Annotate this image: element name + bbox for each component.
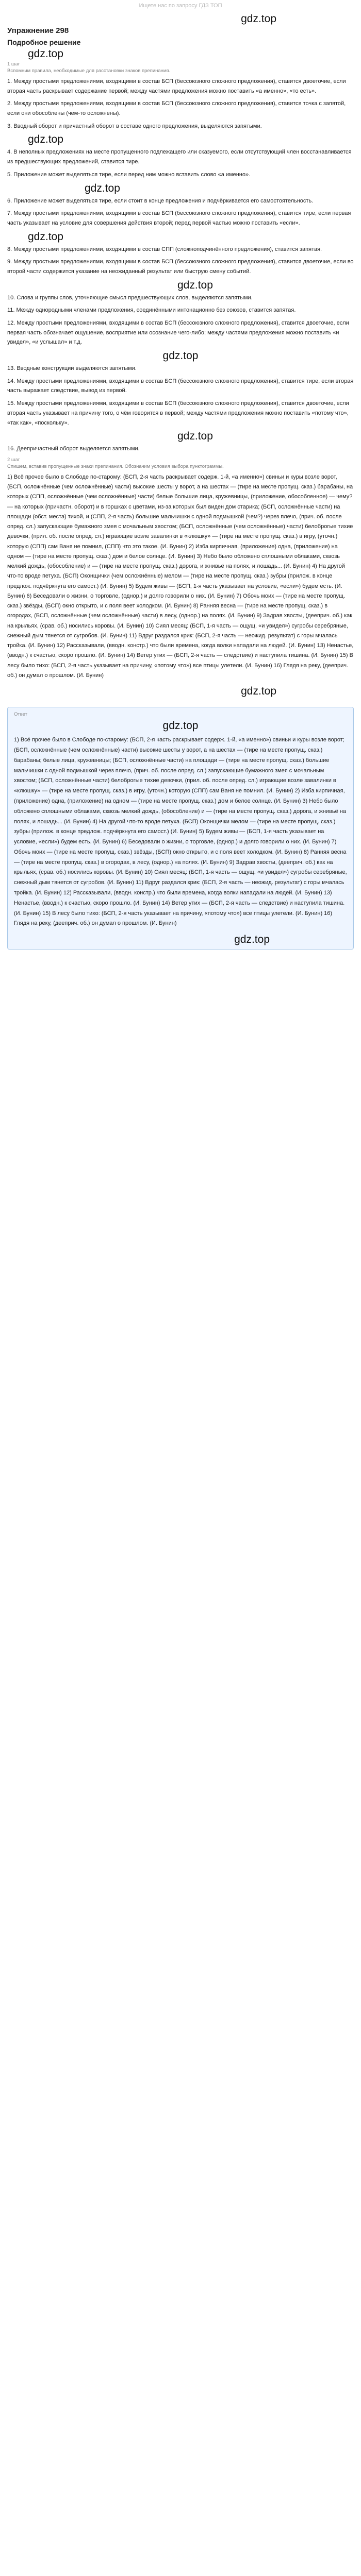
step-1-hint: Вспомним правила, необходимые для расстановки знаков препинания. xyxy=(7,68,171,74)
watermark-7: gdz.top xyxy=(162,350,199,362)
watermark-11: gdz.top xyxy=(234,934,270,946)
exercise-title: Упражнение 298 xyxy=(7,26,69,35)
rule-item: 3. Вводный оборот и причастный оборот в составе одного предложения, выделяются запятыми. xyxy=(7,123,262,129)
step-2-hint: Спишем, вставив пропущенные знаки препинания. Обозначим условия выбора пунктограммы. xyxy=(7,463,224,469)
page-content xyxy=(0,11,361,950)
step-2-text: 1) Всё прочее было в Слободе по-старому: (БСП, 2-я часть раскрывает содерж. 1-й, «а именно») свиньи и куры возле ворот, (БСП, осложнённые (чем осложнённые) части) высокие шесты у ворот, а на шестах — (тире на месте пропущ. сказ.) барабаны, на которых (СПП, осложнённые (чем осложнённые) части) белые большие лица, кружевницы, (приложение, обособленное) — чему? — на которых (причастн. оборот) и в горшках с цветами, из-за которых был виден дом старика; (БСП, осложнённые части) на площади (обст. места) тихой, и (СПП, 2-я часть) большие мальчишки с одной подмышкой (чем?) через плечо, (прич. об. после опред. сл.) запускающие бумажного змея с мочальным хвостом; (БСП, осложнённые (чем осложнённые) части) белоброгые тихие девочки, (прил. об. после опред. сл.) играющие возле завалинки в «клюшку» — (тире на месте пропущ. сказ.) в игру, (уточн.) которую (СПП) сам Ваня не помнил, (СПП) что это такое. (И. Бунин) 2) Изба кирпичная, (приложение) одна, (приложение) на одном — (тире на месте пропущ. сказ.) дом и белое солнце. (И. Бунин) 3) Небо было обложено сплошными облаками, сквозь мелкий дождь, (обособление) и — (тире на месте пропущ. сказ.) дорога, и жнивьё на полях, и лошадь... (И. Бунин) 4) На другой что-то вроде петуха. (БСП) Оконщички (чем осложнённые) мелом — (тире на месте пропущ. сказ.) зубры (прилож. в конце предлож. подчёркнута его самост.) (И. Бунин) 5) Будем живы — (БСП, 1-я часть указывает на условие, «если») будем есть. (И. Бунин) 6) Беседовали о жизни, о торговле, (однор.) и долго говорили о них. (И. Бунин) 7) Обочь моих — (тире на месте пропущ. сказ.) звёзды, (БСП) окно открыто, и с поля веет холодком. (И. Бунин) 8) Ранняя весна — (тире на месте пропущ. сказ.) в огородах, (БСП, осложнённые (чем осложнённые) части) в лесу, (однор.) на полях. (И. Бунин) 9) Задрав хвосты, (дееприч. об.) как на крыльях, (срав. об.) носились коровы. (И. Бунин) 10) Сиял месяц: (БСП, 1-я часть — ощущ. «и увидел») сугробы серебряные, снежный дым тянется от сугробов. (И. Бунин) 11) Вдруг раздался крик: (БСП, 2-я часть — неожид. результат) с горы мчалась тройка. (И. Бунин) 12) Рассказывали, (вводн. констр.) что были времена, когда волки нападали на людей. (И. Бунин) 13) Ненастье, (вводн.) к счастью, скоро прошло. (И. Бунин) 14) Ветер утих — (БСП, 2-я часть — следствие) и наступила тишина. (И. Бунин) 15) В лесу было тихо: (БСП, 2-я часть указывает на причину, «потому что») все птицы улетели. (И. Бунин) 16) Глядя на реку, (дееприч. об.) он думал о прошлом. (И. Бунин) xyxy=(7,473,354,679)
rule-item: 14. Между простыми предложениями, входящими в состав БСП (бессоюзного сложного предложения), ставится тире, если вторая часть выражает следствие, вывод из первой. xyxy=(7,378,354,394)
step-2-label: 2 шаг xyxy=(7,456,20,463)
rule-item: 9. Между простыми предложениями, входящими в состав БСП (бессоюзного сложного предложения), ставится двоеточие, если во второй части содержится указание на неожиданный результат или быструю смену событий. xyxy=(7,259,354,275)
watermark-6: gdz.top xyxy=(177,279,213,291)
answer-box xyxy=(7,707,354,950)
solution-title: Подробное решение xyxy=(7,38,81,46)
watermark-3: gdz.top xyxy=(28,133,63,146)
rule-item: 8. Между простыми предложениями, входящими в состав СПП (сложноподчинённого предложения), ставится запятая. xyxy=(7,246,322,252)
answer-text: 1) Всё прочее было в Слободе по-старому: (БСП, 2-я часть раскрывает содерж. 1-й, «а именно») свиньи и куры возле ворот; (БСП, осложнённые (чем осложнённые) части) высокие шесты у ворот, а на шестах — (тире на месте пропущ. сказ.) барабаны; белые лица, кружевницы; (БСП, осложнённые части) на площади — (тире на месте пропущ. сказ.) большие мальчишки с одной подмышкой через плечо, (прич. об. после опред. сл.) запускающие бумажного змея с мочальным хвостом; (БСП, осложнённые части) белоброгые тихие девочки, (прил. об. после опред. сл.) играющие возле завалинки в «клюшку» — (тире на месте пропущ. сказ.) в игру, (уточн.) которую (СПП) сам Ваня не помнил. (И. Бунин) 2) Изба кирпичная, (приложение) одна, (приложение) на одном — (тире на месте пропущ. сказ.) дом и белое солнце. (И. Бунин) 3) Небо было обложено сплошными облаками, сквозь мелкий дождь, (обособление) и — (тире на месте пропущ. сказ.) дорога, и жнивьё на полях, и лошадь... (И. Бунин) 4) На другой что-то вроде петуха. (БСП) Оконщички мелом — (тире на месте пропущ. сказ.) зубры (прилож. в конце предлож. подчёркнута его самост.) (И. Бунин) 5) Будем живы — (БСП, 1-я часть указывает на условие, «если») будем есть. (И. Бунин) 6) Беседовали о жизни, о торговле, (однор.) и долго говорили о них. (И. Бунин) 7) Обочь моих — (тире на месте пропущ. сказ.) звёзды, (БСП) окно открыто, и с поля веет холодком. (И. Бунин) 8) Ранняя весна — (тире на месте пропущ. сказ.) в огородах, в лесу, (однор.) на полях. (И. Бунин) 9) Задрав хвосты, (дееприч. об.) как на крыльях, (срав. об.) носились коровы. (И. Бунин) 10) Сиял месяц: (БСП, 1-я часть — ощущ. «и увидел») сугробы серебряные, снежный дым тянется от сугробов. (И. Бунин) 11) Вдруг раздался крик: (БСП, 2-я часть — неожид. результат) с горы мчалась тройка. (И. Бунин) 12) Рассказывали, (вводн. констр.) что были времена, когда волки нападали на людей. (И. Бунин) 13) Ненастье, (вводн.) к счастью, скоро прошло. (И. Бунин) 14) Ветер утих — (БСП, 2-я часть — следствие) и наступила тишина. (И. Бунин) 15) В лесу было тихо: (БСП, 2-я часть указывает на причину, «потому что») все птицы улетели. (И. Бунин) 16) Глядя на реку, (дееприч. об.) он думал о прошлом. (И. Бунин) xyxy=(14,737,347,927)
step-1-label: 1 шаг xyxy=(7,61,20,67)
watermark-10: gdz.top xyxy=(162,720,199,732)
watermark-5: gdz.top xyxy=(28,230,63,243)
rule-item: 16. Деепричастный оборот выделяется запятыми. xyxy=(7,446,140,452)
watermark-4: gdz.top xyxy=(85,182,120,194)
rule-item: 13. Вводные конструкции выделяются запятыми. xyxy=(7,365,137,372)
rule-item: 1. Между простыми предложениями, входящими в состав БСП (бессоюзного сложного предложения), ставится двоеточие, если вторая часть раскрывает содержание первой; между частями предложения можно поставить «а именно», «то есть». xyxy=(7,78,346,94)
top-banner: Ищете нас по запросу ГДЗ ТОП xyxy=(139,3,222,9)
watermark-2: gdz.top xyxy=(28,48,63,60)
rule-item: 7. Между простыми предложениями, входящими в состав БСП (бессоюзного сложного предложения), ставится тире, если первая часть указывает на условие для совершения действия второй; перед первой частью можно поставить «если». xyxy=(7,210,351,226)
rule-item: 2. Между простыми предложениями, входящими в состав БСП (бессоюзного сложного предложения), ставится точка с запятой, если они обособлены (чем-то осложнены). xyxy=(7,100,346,117)
rule-item: 6. Приложение может выделяться тире, если стоит в конце предложения и подчёркивается его самостоятельность. xyxy=(7,197,314,204)
watermark-1: gdz.top xyxy=(241,13,276,25)
rule-item: 4. В неполных предложениях на месте пропущенного подлежащего или сказуемого, если отсутствующий член восстанавливается из предшествующих предложений, ставится тире. xyxy=(7,149,352,165)
rule-item: 5. Приложение может выделяться тире, если перед ним можно вставить слово «а именно». xyxy=(7,171,251,178)
rule-item: 15. Между простыми предложениями, входящими в состав БСП (бессоюзного сложного предложения), ставится двоеточие, если вторая часть указывает на причину того, о чём говорится в первой; между частями предложения можно поставить «потому что», «так как», «поскольку». xyxy=(7,400,349,426)
watermark-8: gdz.top xyxy=(177,430,213,443)
answer-label: Ответ xyxy=(14,711,27,718)
rule-item: 10. Слова и группы слов, уточняющие смысл предшествующих слов, выделяются запятыми. xyxy=(7,294,253,301)
watermark-9: gdz.top xyxy=(241,685,276,698)
rule-item: 11. Между однородными членами предложения, соединёнными интонационно без союзов, ставится запятая. xyxy=(7,307,296,314)
rule-item: 12. Между простыми предложениями, входящими в состав БСП (бессоюзного сложного предложения), ставится двоеточие, если первая часть обозначает ощущение, восприятие или осознание чего-либо; между частями предложения можно поставить «и увидел», «и услышал» и т.д. xyxy=(7,320,349,346)
rules-list xyxy=(7,77,354,454)
